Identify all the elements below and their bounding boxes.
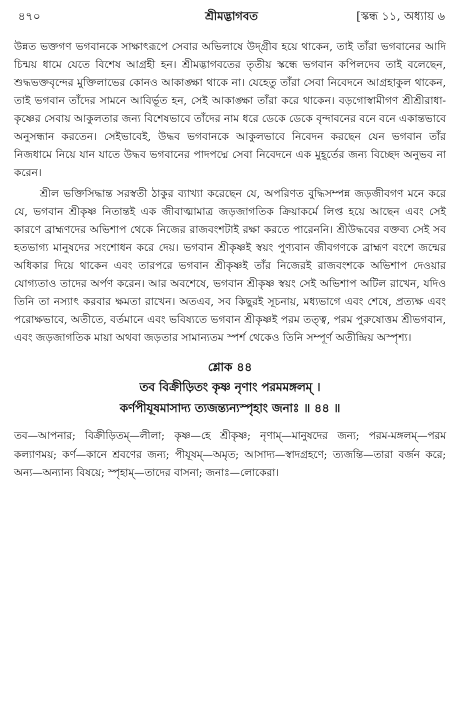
verse-line-2: কর্ণপীযূষমাসাদ্য ত্যজন্ত্যন্যস্পৃহাং জনাঃ ॥ ৪৪ ॥ [119,401,341,415]
purport-paragraph-2: শ্রীল ভক্তিসিদ্ধান্ত সরস্বতী ঠাকুর ব্যাখ্যা করেছেন যে, অপরিণত বুদ্ধিসম্পন্ন জড়জীবগণ মনে করে যে, ভগবান শ্রীকৃষ্ণ নিতান্তই এক জীবাত্মামাত্র জড়জাগতিক ক্রিয়াকর্মে লিপ্ত হয়ে আছেন এবং সেই কারণে ব্রাহ্মণদের অভিশাপ থেকে নিজের রাজবংশটাই রক্ষা করতে পারেননি। শ্রীউদ্ধবের বক্তব্য সেই সব হতভাগ্য মানুষদের সংশোধন করে দেয়। ভগবান শ্রীকৃষ্ণই স্বয়ং পুণ্যবান জীবগণকে ব্রাহ্মণ বংশে জন্মের অধিকার দিয়ে থাকেন এবং তারপরে ভগবান শ্রীকৃষ্ণই তাঁর নিজেরই রাজবংশকে অভিশাপ দেওয়ার যোগ্যতাও তাদের অর্পণ করেন। আর অবশেষে, ভগবান শ্রীকৃষ্ণ স্বয়ং সেই অভিশাপ অটিল রাখেন, যদিও তিনি তা নস্যাৎ করবার ক্ষমতা রাখেন। অতএব, সব কিছুরই সূচনায়, মধ্যভাগে এবং শেষে, প্রত্যক্ষ এবং পরোক্ষভাবে, অতীতে, বর্তমানে এবং ভবিষ্যতে ভগবান শ্রীকৃষ্ণই পরম তত্ত্ব, পরম পুরুষোত্তম শ্রীভগবান, এবং জড়জাগতিক মায়া অথবা জড়তার সামান্যতম স্পর্শ থেকেও তিনি সম্পূর্ণ অতীন্দ্রিয় অস্পৃশ্য। [14,188,446,344]
synonyms-paragraph: তব—আপনার; বিক্রীড়িতম্—লীলা; কৃষ্ণ—হে শ্রীকৃষ্ণ; নৃণাম্—মানুষদের জন্য; পরম-মঙ্গলম্—পরম কল্যাণময়; কর্ণ—কানে শ্রবণের জন্য; পীযূষম্—অমৃত; আসাদ্য—স্বাদগ্রহণে; ত্যজন্তি—তারা বর্জন করে; অন্য—অন্যান্য বিষয়ে; স্পৃহাম্—তাদের বাসনা; জনাঃ—লোকেরা। [14,430,446,479]
page-number: ৪৭০ [18,9,41,23]
purport-paragraph-1: উন্নত ভক্তগণ ভগবানকে সাক্ষাৎরূপে সেবার অভিলাষে উদ্‌গ্রীব হয়ে থাকেন, তাই তাঁরা ভগবানের আদি চিন্ময় ধামে যেতে বিশেষ আগ্রহী হন। শ্রীমদ্ভাগবতের তৃতীয় স্কন্ধে ভগবান কপিলদেব তাই বলেছেন, শুদ্ধভক্তবৃন্দের মুক্তিলাভের কোনও আকাঙ্ক্ষা থাকে না। যেহেতু তাঁরা সেবা নিবেদনে আগ্রহাকুল থাকেন, তাই ভগবান তাঁদের সামনে আবির্ভূত হন, সেই আকাঙ্ক্ষা তাঁরা করে থাকেন। বড়গোস্বামীগণ শ্রীশ্রীরাধা-কৃষ্ণের সেবায় আকুলতার জন্য বিশেষভাবে তাঁদের নাম ধরে ডেকে ডেকে বৃন্দাবনের বনে বনে একান্তভাবে অনুসন্ধান করতেন। সেইভাবেই, উদ্ধব ভগবানকে আকুলভাবে নিবেদন করছেন যেন ভগবান তাঁর নিজধামে নিয়ে যান যাতে উদ্ধব ভগবানের পাদপদ্মে সেবা নিবেদনে এক মুহূর্তের জন্য বিচ্ছেদ অনুভব না করেন। [14,41,446,179]
verse-block [14,357,446,419]
chapter-reference: [স্কন্ধ ১১, অধ্যায় ৬ [356,9,445,23]
book-title: শ্রীমদ্ভাগবত [205,9,258,23]
page-content [14,38,446,486]
page-header [18,8,445,26]
verse-line-1: তব বিক্রীড়িতং কৃষ্ণ নৃণাং পরমমঙ্গলম্ । [139,380,321,394]
verse-number: শ্লোক ৪৪ [207,360,253,374]
